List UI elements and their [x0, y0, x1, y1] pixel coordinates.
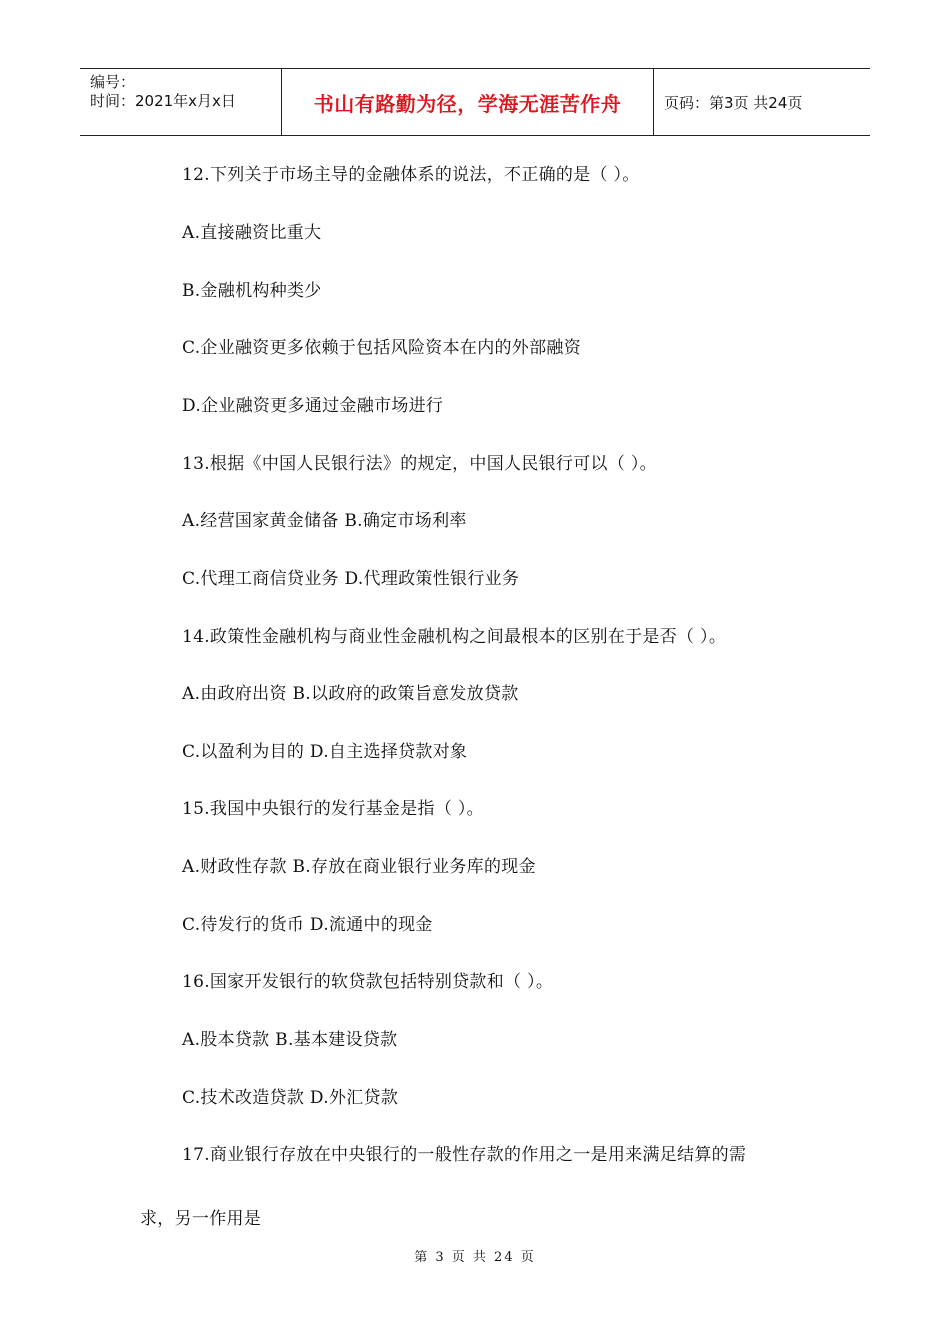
page-footer: 第 3 页 共 24 页: [414, 1250, 536, 1265]
option-line: A.直接融资比重大: [182, 223, 322, 243]
question-12: 12.下列关于市场主导的金融体系的说法，不正确的是（ ）。: [182, 165, 640, 185]
number-label: 编号：: [90, 73, 136, 91]
question-13: 13.根据《中国人民银行法》的规定，中国人民银行可以（ ）。: [182, 454, 657, 474]
option-line: C.待发行的货币 D.流通中的现金: [182, 915, 433, 935]
question-14: 14.政策性金融机构与商业性金融机构之间最根本的区别在于是否（ ）。: [182, 627, 727, 647]
option-line: C.以盈利为目的 D.自主选择贷款对象: [182, 742, 468, 762]
document-header: [80, 68, 870, 136]
time-label: 时间：2021年x月x日: [90, 92, 236, 110]
header-meta-cell: [80, 69, 282, 135]
page-info: 页码：第3页 共24页: [664, 93, 803, 112]
option-line: A.股本贷款 B.基本建设贷款: [182, 1030, 398, 1050]
option-line: D.企业融资更多通过金融市场进行: [182, 396, 444, 416]
option-line: A.经营国家黄金储备 B.确定市场利率: [182, 511, 467, 531]
option-line: A.由政府出资 B.以政府的政策旨意发放贷款: [182, 684, 519, 704]
header-page-cell: [654, 69, 870, 135]
question-15: 15.我国中央银行的发行基金是指（ ）。: [182, 799, 484, 819]
question-16: 16.国家开发银行的软贷款包括特别贷款和（ ）。: [182, 972, 554, 992]
motto-text: 书山有路勤为径，学海无涯苦作舟: [313, 91, 622, 116]
option-line: C.代理工商信贷业务 D.代理政策性银行业务: [182, 569, 520, 589]
question-17: 17.商业银行存放在中央银行的一般性存款的作用之一是用来满足结算的需: [182, 1145, 747, 1165]
option-line: C.企业融资更多依赖于包括风险资本在内的外部融资: [182, 338, 582, 358]
option-line: A.财政性存款 B.存放在商业银行业务库的现金: [182, 857, 536, 877]
header-motto-cell: [282, 69, 654, 135]
question-17-continuation: 求，另一作用是: [140, 1209, 262, 1229]
option-line: C.技术改造贷款 D.外汇贷款: [182, 1088, 399, 1108]
option-line: B.金融机构种类少: [182, 281, 322, 301]
